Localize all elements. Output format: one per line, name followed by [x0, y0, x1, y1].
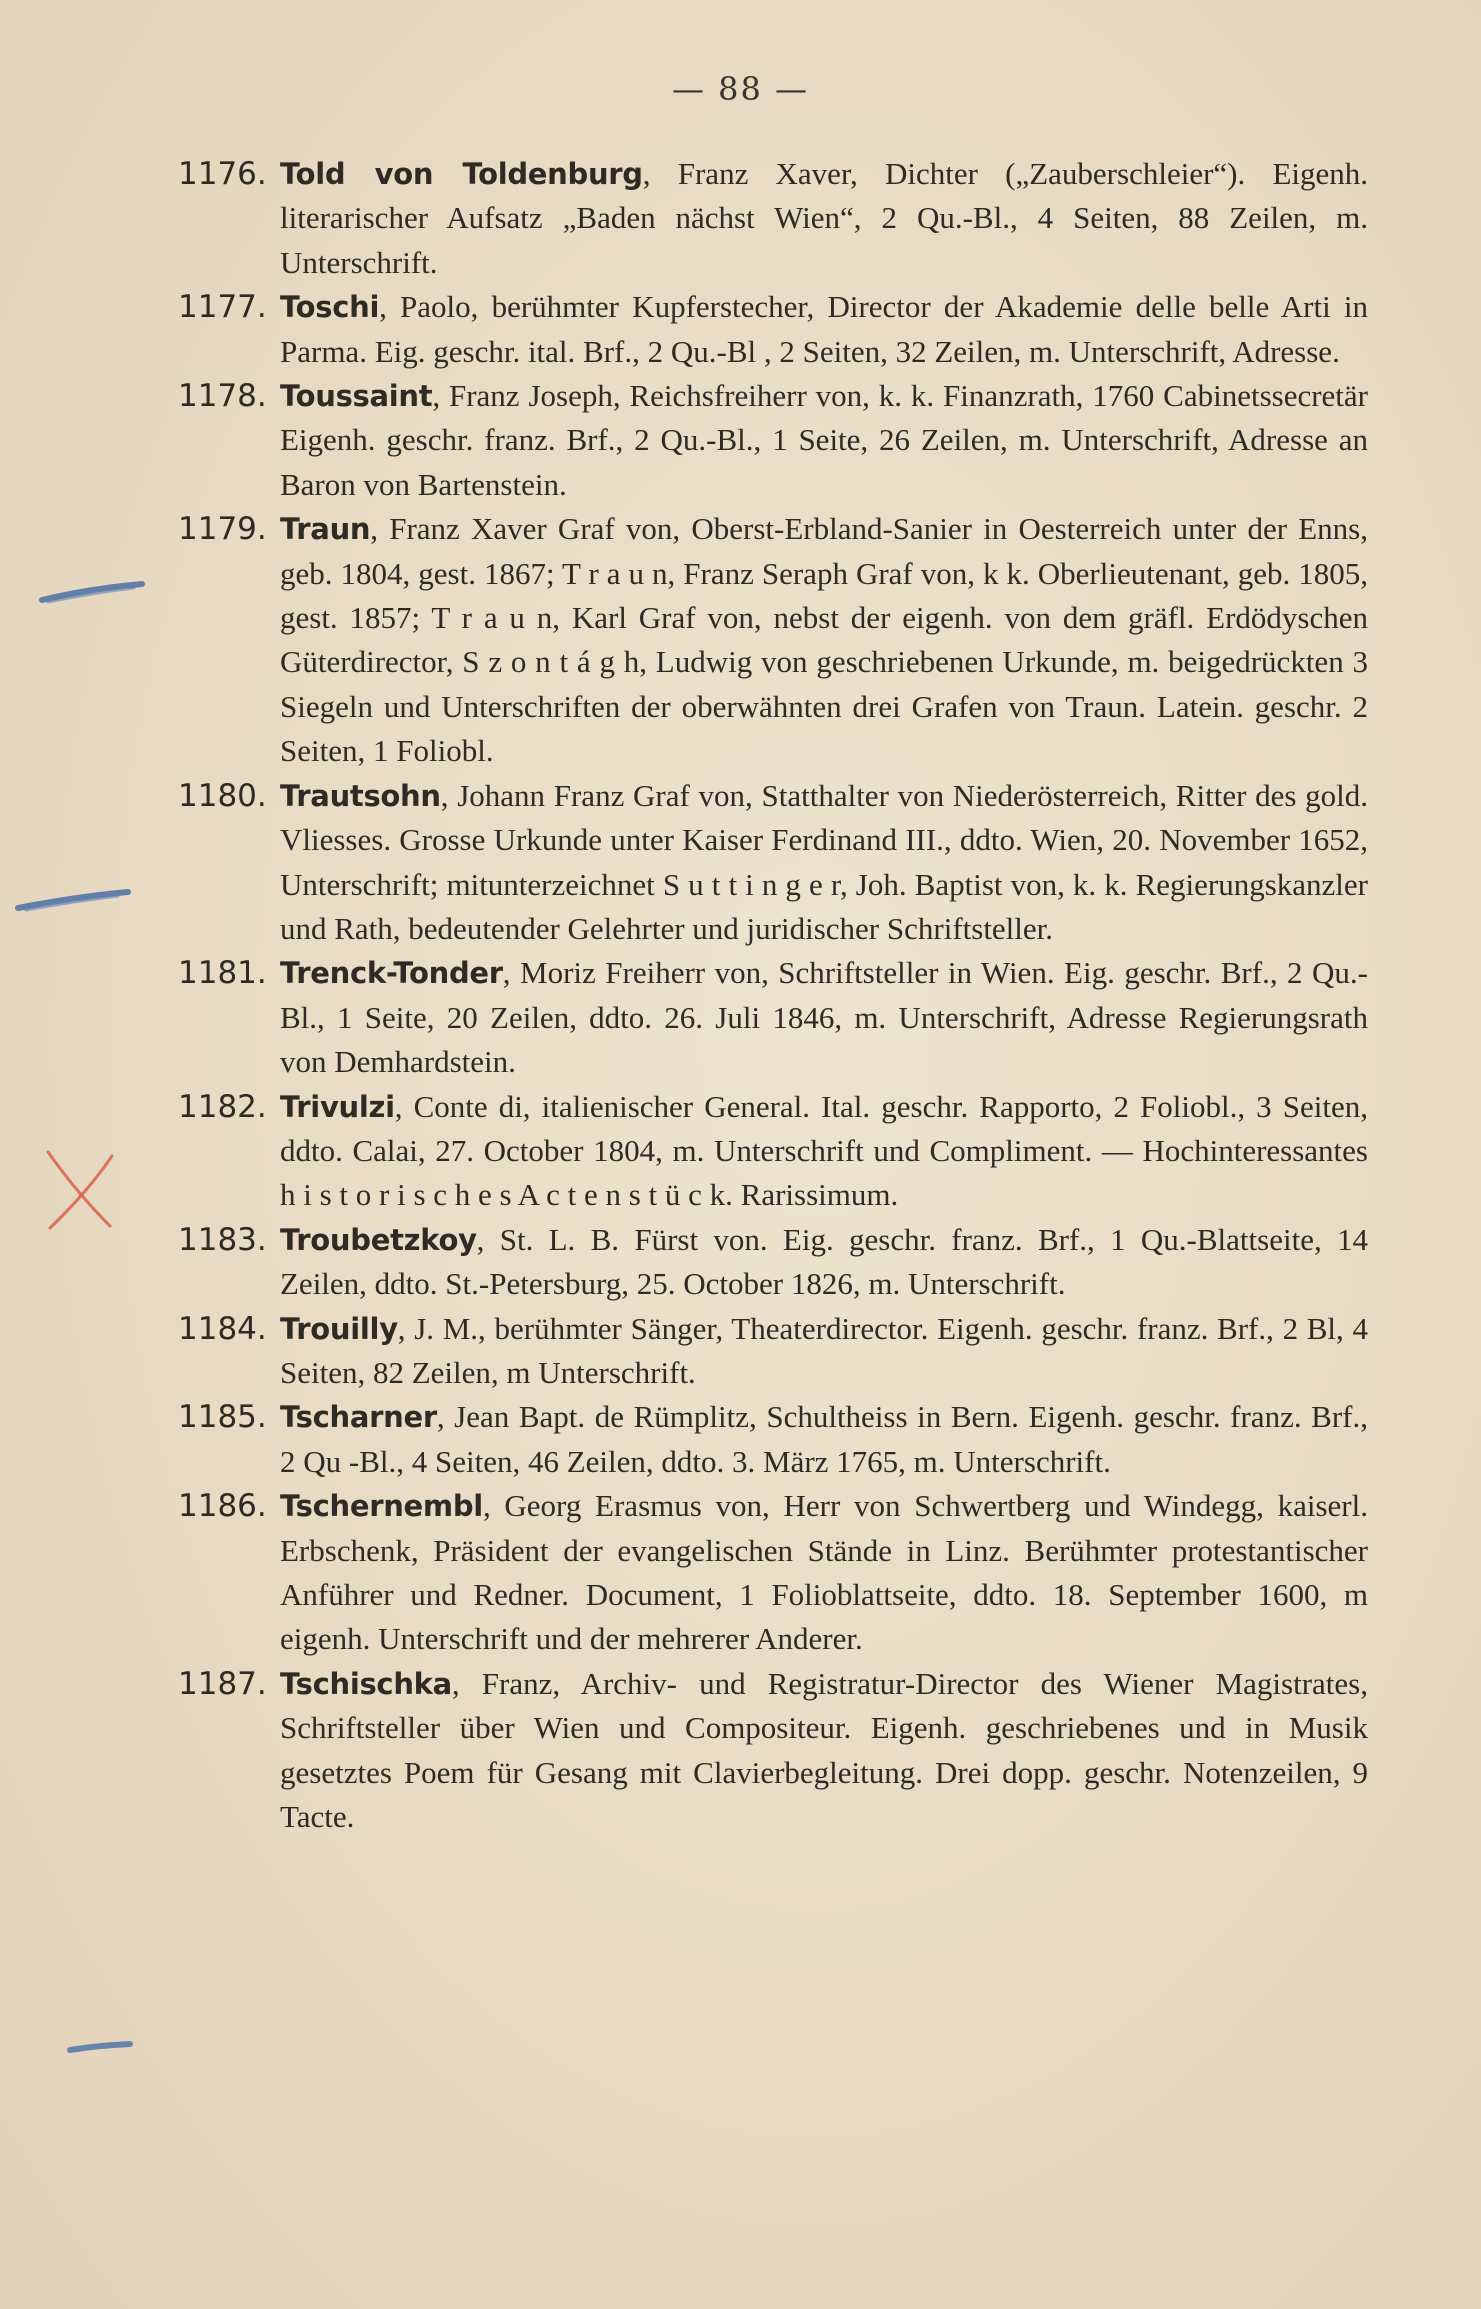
entry-name: Toschi: [280, 290, 380, 325]
entry-number: 1184.: [178, 1310, 267, 1347]
entry-name: Trenck-Tonder: [280, 956, 503, 991]
entry-description: , Paolo, berühmter Kupferstecher, Director der Akademie delle belle Arti in Parma. Eig. geschr. ital. Brf., 2 Qu.-Bl , 2 Seiten, 32 Zeilen, m. Unterschrift, Adresse.: [280, 289, 1368, 369]
entry-description: , Franz Joseph, Reichsfreiherr von, k. k. Finanzrath, 1760 Cabinetssecretär Eigenh. geschr. franz. Brf., 2 Qu.-Bl., 1 Seite, 26 Zeilen, m. Unterschrift, Adresse an Baron von Bartenstein.: [280, 378, 1368, 502]
entry-body: [280, 1307, 1368, 1396]
entry-body: [280, 1218, 1368, 1307]
entry-description: , Moriz Freiherr von, Schriftsteller in Wien. Eig. geschr. Brf., 2 Qu.-Bl., 1 Seite, 20 Zeilen, ddto. 26. Juli 1846, m. Unterschrift, Adresse Regierungsrath von Demhardstein.: [280, 955, 1368, 1080]
catalog-entry-1185: [178, 1395, 1368, 1484]
entry-body: [280, 152, 1368, 285]
entry-description: , J. M., berühmter Sänger, Theaterdirector. Eigenh. geschr. franz. Brf., 2 Bl, 4 Seiten, 82 Zeilen, m Unterschrift.: [280, 1310, 1368, 1390]
catalog-entry-1178: [178, 374, 1368, 507]
entry-body: [280, 1085, 1368, 1218]
blue-pencil-mark-1180-icon: [14, 884, 134, 916]
catalog-entry-1179: [178, 507, 1368, 773]
page-number: — 88 —: [671, 70, 810, 108]
entry-description: , Johann Franz Graf von, Statthalter von Niederösterreich, Ritter des gold. Vliesses. Grosse Urkunde unter Kaiser Ferdinand III., ddto. Wien, 20. November 1652, Unterschrift; mitunterzeichnet S u t t i n g e r, Joh. Baptist von, k. k. Regierungskanzler und Rath, bedeutender Gelehrter und juridischer Schriftsteller.: [280, 777, 1368, 946]
entry-name: Tschernembl: [280, 1489, 483, 1524]
entry-number: 1185.: [178, 1399, 267, 1436]
entry-number: 1179.: [178, 511, 267, 548]
entry-body: [280, 507, 1368, 773]
entry-description: , Franz Xaver Graf von, Oberst-Erbland-Sanier in Oesterreich unter der Enns, geb. 1804, gest. 1867; T r a u n, Franz Seraph Graf von, k k. Oberlieutenant, geb. 1805, gest. 1857; T r a u n, Karl Graf von, nebst der eigenh. von dem gräfl. Erdödyschen Güterdirector, S z o n t á g h, Ludwig von geschriebenen Urkunde, m. beigedrückten 3 Siegeln und Unterschriften der oberwähnten drei Grafen von Traun. Latein. geschr. 2 Seiten, 1 Foliobl.: [280, 511, 1368, 769]
entry-name: Tschischka: [280, 1666, 452, 1701]
catalog-entry-1177: [178, 285, 1368, 374]
entry-body: [280, 1662, 1368, 1840]
entry-number: 1180.: [178, 777, 267, 814]
entry-name: Trouilly: [280, 1311, 398, 1346]
catalog-entry-1183: [178, 1218, 1368, 1307]
entry-name: Toussaint: [280, 379, 433, 414]
entry-body: [280, 1395, 1368, 1484]
catalog-entry-1176: [178, 152, 1368, 285]
entry-number: 1182.: [178, 1088, 267, 1125]
entry-name: Tscharner: [280, 1400, 437, 1435]
entry-number: 1177.: [178, 289, 267, 326]
entry-description: , Georg Erasmus von, Herr von Schwertberg und Windegg, kaiserl. Erbschenk, Präsident der evangelischen Stände in Linz. Berühmter protestantischer Anführer und Redner. Document, 1 Folioblattseite, ddto. 18. September 1600, m eigenh. Unterschrift und der mehrerer Anderer.: [280, 1488, 1368, 1657]
entry-body: [280, 1484, 1368, 1662]
entry-description: , Franz Xaver, Dichter („Zauberschleier“). Eigenh. literarischer Aufsatz „Baden nächst Wien“, 2 Qu.-Bl., 4 Seiten, 88 Zeilen, m. Unterschrift.: [280, 156, 1368, 280]
catalog-entry-1180: [178, 774, 1368, 952]
entry-body: [280, 285, 1368, 374]
entry-description: , Conte di, italienischer General. Ital. geschr. Rapporto, 2 Foliobl., 3 Seiten, ddto. Calai, 27. October 1804, m. Unterschrift und Compliment. — Hochinteressantes h i s t o r i s c h e s A c t e n s t ü c k. Rarissimum.: [280, 1088, 1368, 1213]
entry-number: 1181.: [178, 955, 267, 992]
catalog-entry-1181: [178, 951, 1368, 1084]
catalog-entry-1186: [178, 1484, 1368, 1662]
entry-name: Trivulzi: [280, 1089, 395, 1124]
catalog-entries: [178, 152, 1368, 1839]
blue-pencil-mark-1179-icon: [38, 578, 148, 608]
entry-description: , St. L. B. Fürst von. Eig. geschr. franz. Brf., 1 Qu.-Blattseite, 14 Zeilen, ddto. St.-Petersburg, 25. October 1826, m. Unterschrift.: [280, 1221, 1368, 1302]
entry-number: 1186.: [178, 1488, 267, 1525]
catalog-entry-1184: [178, 1307, 1368, 1396]
blue-pencil-mark-1187-icon: [66, 2036, 136, 2058]
red-pencil-cross-1181-icon: [40, 1146, 120, 1232]
entry-name: Trautsohn: [280, 778, 441, 813]
entry-body: [280, 774, 1368, 952]
entry-body: [280, 374, 1368, 507]
entry-description: , Jean Bapt. de Rümplitz, Schultheiss in Bern. Eigenh. geschr. franz. Brf., 2 Qu -Bl., 4 Seiten, 46 Zeilen, ddto. 3. März 1765, m. Unterschrift.: [280, 1399, 1368, 1479]
entry-name: Traun: [280, 512, 371, 547]
entry-number: 1183.: [178, 1221, 267, 1258]
entry-body: [280, 951, 1368, 1084]
catalog-entry-1187: [178, 1662, 1368, 1840]
entry-name: Troubetzkoy: [280, 1222, 477, 1257]
entry-description: , Franz, Archiv- und Registratur-Director des Wiener Magistrates, Schriftsteller über Wien und Compositeur. Eigenh. geschriebenes und in Musik gesetztes Poem für Gesang mit Clavierbegleitung. Drei dopp. geschr. Notenzeilen, 9 Tacte.: [280, 1665, 1368, 1835]
entry-number: 1176.: [178, 156, 267, 192]
catalog-entry-1182: [178, 1085, 1368, 1218]
entry-number: 1187.: [178, 1665, 267, 1702]
entry-name: Told von Toldenburg: [280, 157, 643, 191]
entry-number: 1178.: [178, 378, 267, 415]
